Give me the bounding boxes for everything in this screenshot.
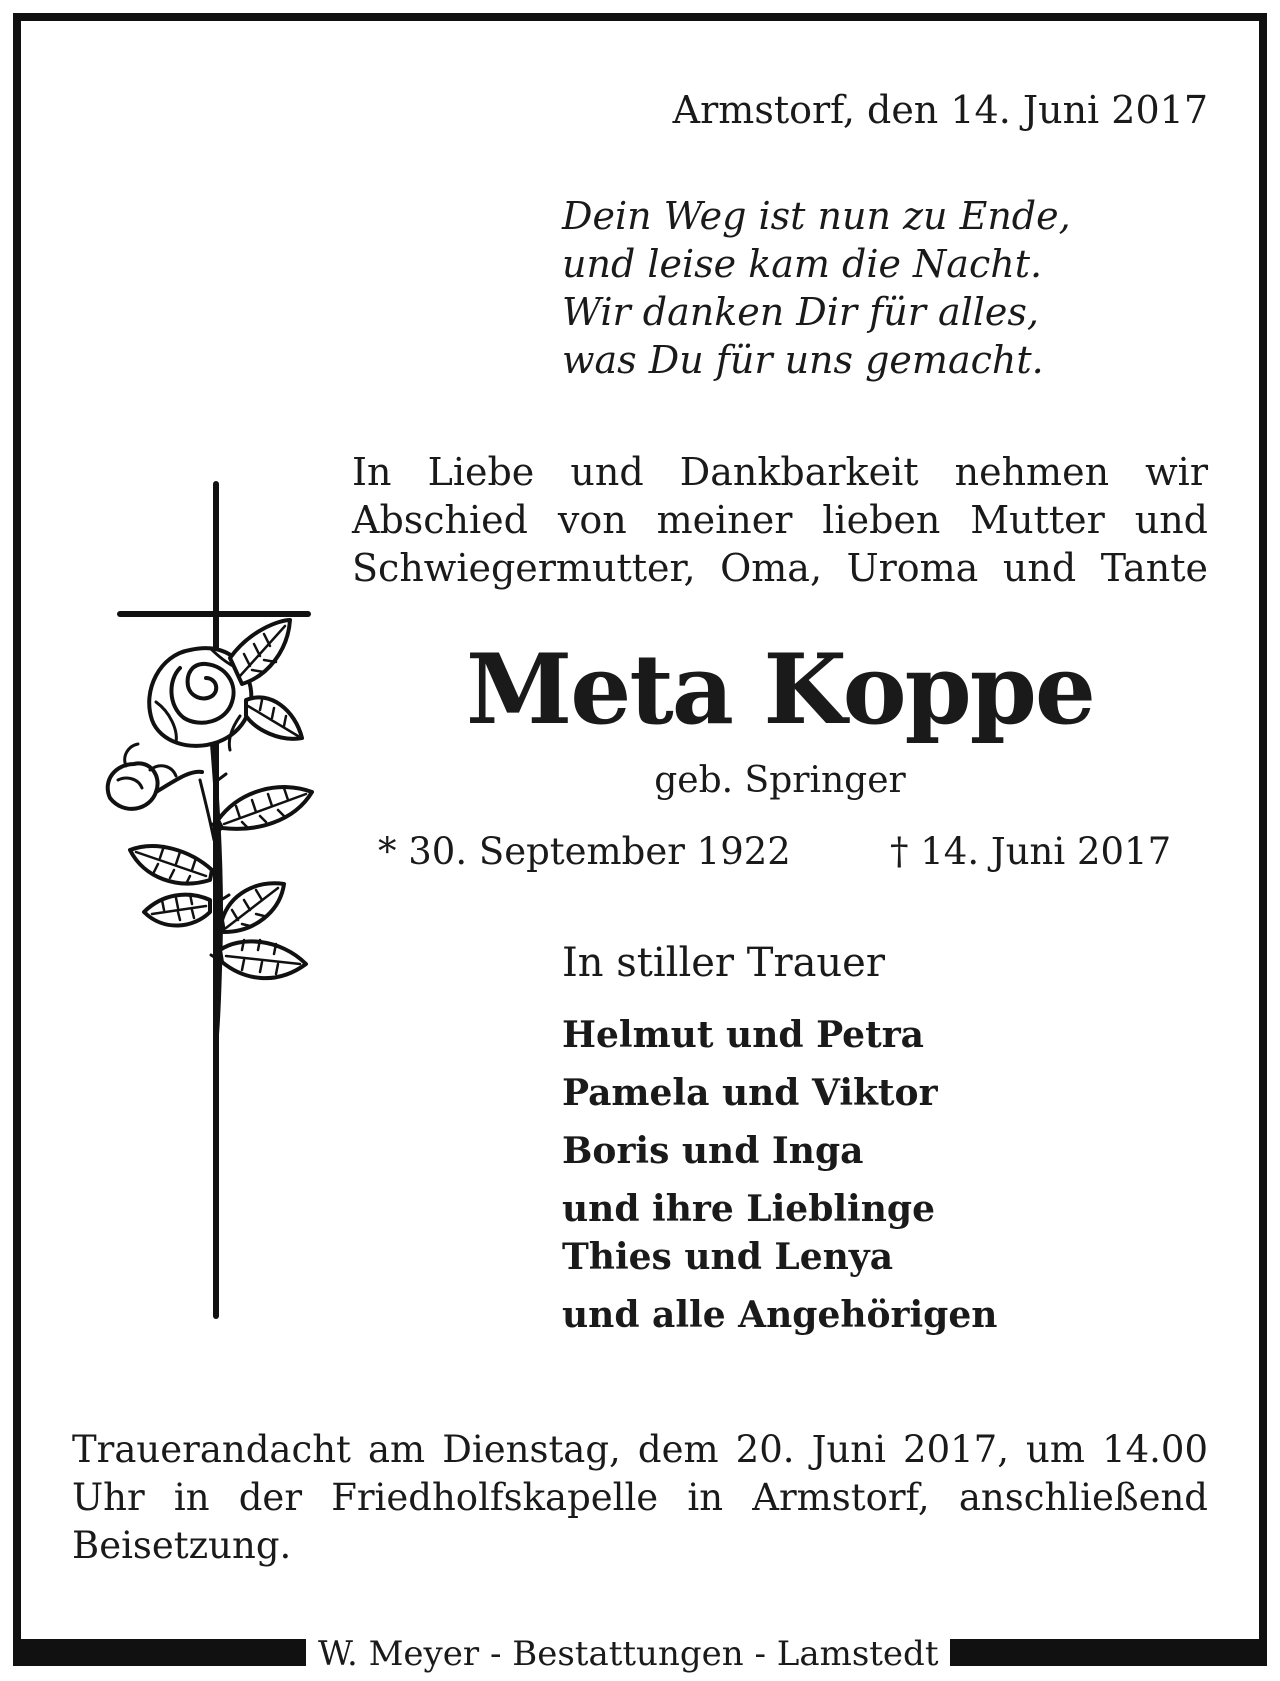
mourner-line: Thies und Lenya (562, 1236, 894, 1278)
mourning-title: In stiller Trauer (562, 940, 885, 986)
intro-line: In Liebe und Dankbarkeit nehmen wir (352, 450, 1208, 494)
poem (562, 192, 1071, 384)
cross-with-rose-icon (80, 480, 330, 1320)
service-line: Trauerandacht am Dienstag, dem 20. Juni 2017, um 14.00 (72, 1428, 1208, 1471)
poem-line: Dein Weg ist nun zu Ende, (562, 194, 1071, 238)
poem-line: und leise kam die Nacht. (562, 242, 1043, 286)
maiden-name: geb. Springer (654, 760, 906, 801)
place-date: Armstorf, den 14. Juni 2017 (672, 88, 1208, 132)
deceased-name: Meta Koppe (466, 633, 1094, 746)
death-date: † 14. Juni 2017 (890, 830, 1172, 873)
service-info (72, 1426, 1208, 1570)
service-line: Beisetzung. (72, 1524, 292, 1567)
funeral-home: W. Meyer - Bestattungen - Lamstedt (306, 1634, 950, 1674)
poem-line: Wir danken Dir für alles, (562, 290, 1039, 334)
service-line: Uhr in der Friedholfskapelle in Armstorf, anschließend (72, 1476, 1208, 1519)
mourner-line: und alle Angehörigen (562, 1294, 998, 1336)
intro-line: Schwiegermutter, Oma, Uroma und Tante (352, 546, 1208, 590)
mourners-list (562, 1006, 997, 1344)
poem-line: was Du für uns gemacht. (562, 338, 1044, 382)
mourner-line: Pamela und Viktor (562, 1072, 938, 1114)
mourner-line: Helmut und Petra (562, 1014, 925, 1056)
birth-date: * 30. September 1922 (378, 830, 791, 873)
mourner-line: und ihre Lieblinge (562, 1188, 935, 1230)
mourner-line: Boris und Inga (562, 1130, 864, 1172)
intro-text (352, 448, 1208, 592)
intro-line: Abschied von meiner lieben Mutter und (352, 498, 1208, 542)
